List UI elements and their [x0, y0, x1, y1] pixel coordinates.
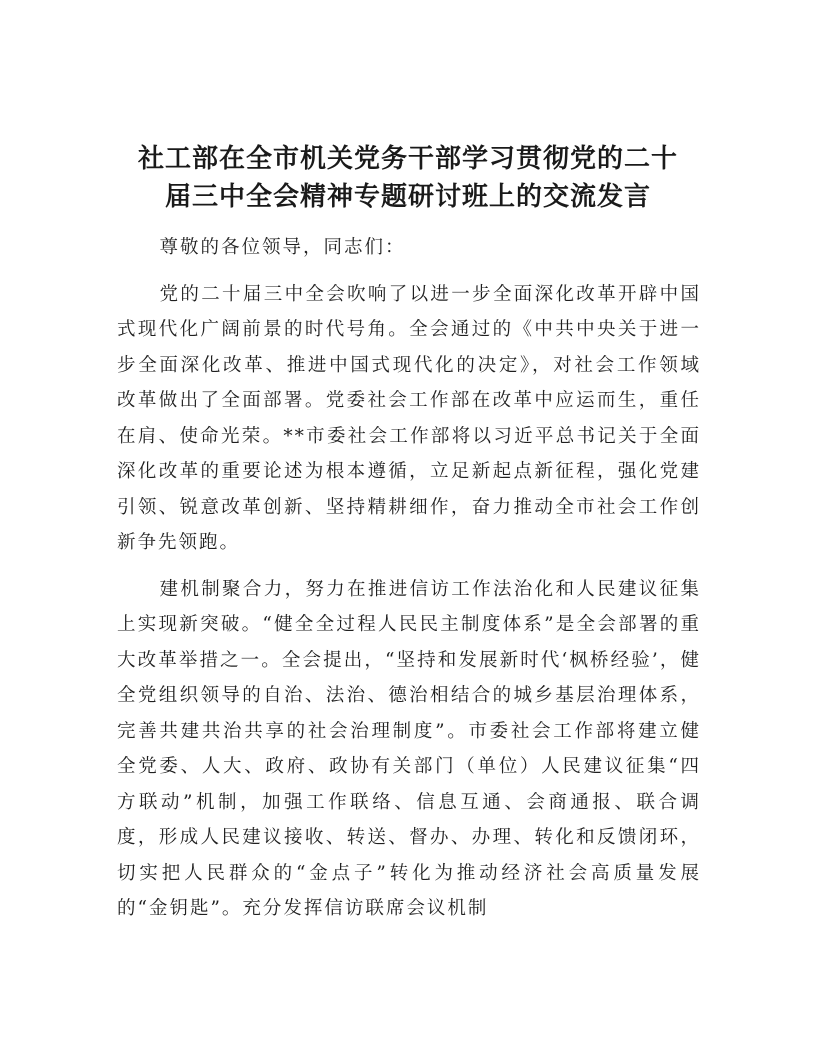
document-title [100, 140, 716, 216]
title-line-2: 届三中全会精神专题研讨班上的交流发言 [164, 182, 651, 212]
title-line-1: 社工部在全市机关党务干部学习贯彻党的二十 [137, 144, 678, 174]
paragraph-intro: 党的二十届三中全会吹响了以进一步全面深化改革开辟中国式现代化广阔前景的时代号角。全会通过的《中共中央关于进一步全面深化改革、推进中国式现代化的决定》，对社会工作领域改革做出了全面部署。党委社会工作部在改革中应运而生，重任在肩、使命光荣。**市委社会工作部将以习近平总书记关于全面深化改革的重要论述为根本遵循，立足新起点新征程，强化党建引领、锐意改革创新、坚持精耕细作，奋力推动全市社会工作创新争先领跑。 [117, 283, 701, 553]
paragraph-mechanism: 建机制聚合力，努力在推进信访工作法治化和人民建议征集上实现新突破。“健全全过程人民民主制度体系”是全会部署的重大改革举措之一。全会提出，“坚持和发展新时代‘枫桥经验’，健全党组织领导的自治、法治、德治相结合的城乡基层治理体系，完善共建共治共享的社会治理制度”。市委社会工作部将建立健全党委、人大、政府、政协有关部门（单位）人民建议征集“四方联动”机制，加强工作联络、信息互通、会商通报、联合调度，形成人民建议接收、转送、督办、办理、转化和反馈闭环，切实把人民群众的“金点子”转化为推动经济社会高质量发展的“金钥匙”。充分发挥信访联席会议机制 [117, 578, 701, 919]
document-body [117, 230, 701, 927]
salutation: 尊敬的各位领导，同志们： [159, 237, 406, 258]
